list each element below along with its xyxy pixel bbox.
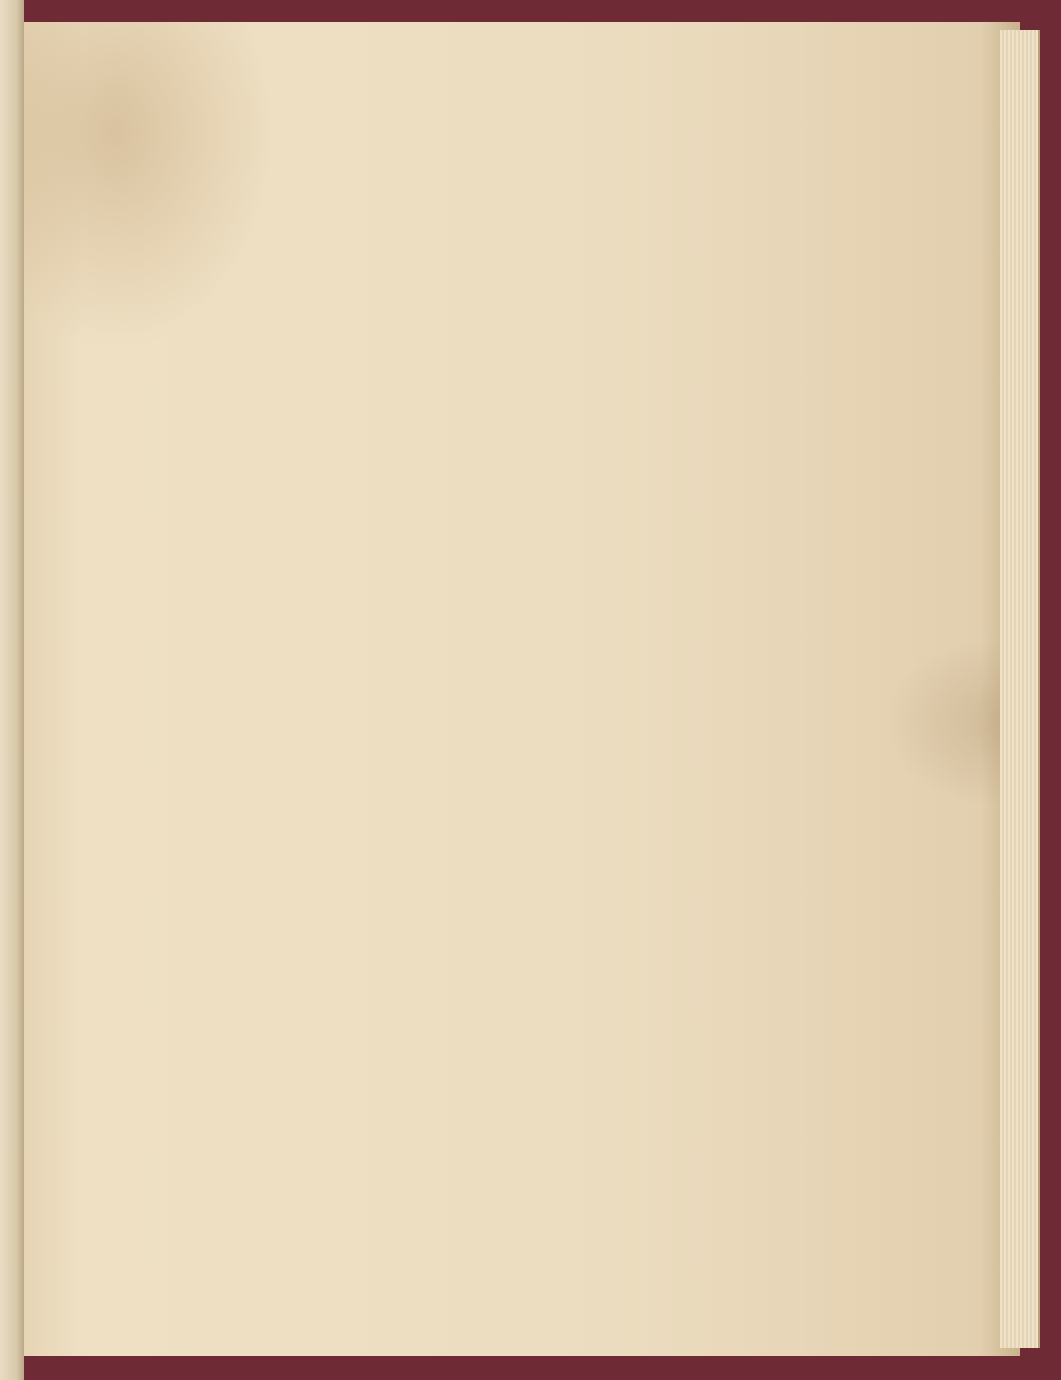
long-tone-staff-1 [130, 240, 890, 310]
moderato-exercise-staff [128, 1112, 888, 1187]
long-tone-staff-3 [130, 455, 890, 525]
half-note-exercise-staff [128, 915, 888, 995]
page-edges [1000, 30, 1040, 1348]
long-tone-staff-4 [130, 560, 890, 630]
andante-exercise-staff [128, 1012, 888, 1087]
long-tone-staff-2 [130, 345, 890, 415]
inner-cover [0, 0, 24, 1380]
